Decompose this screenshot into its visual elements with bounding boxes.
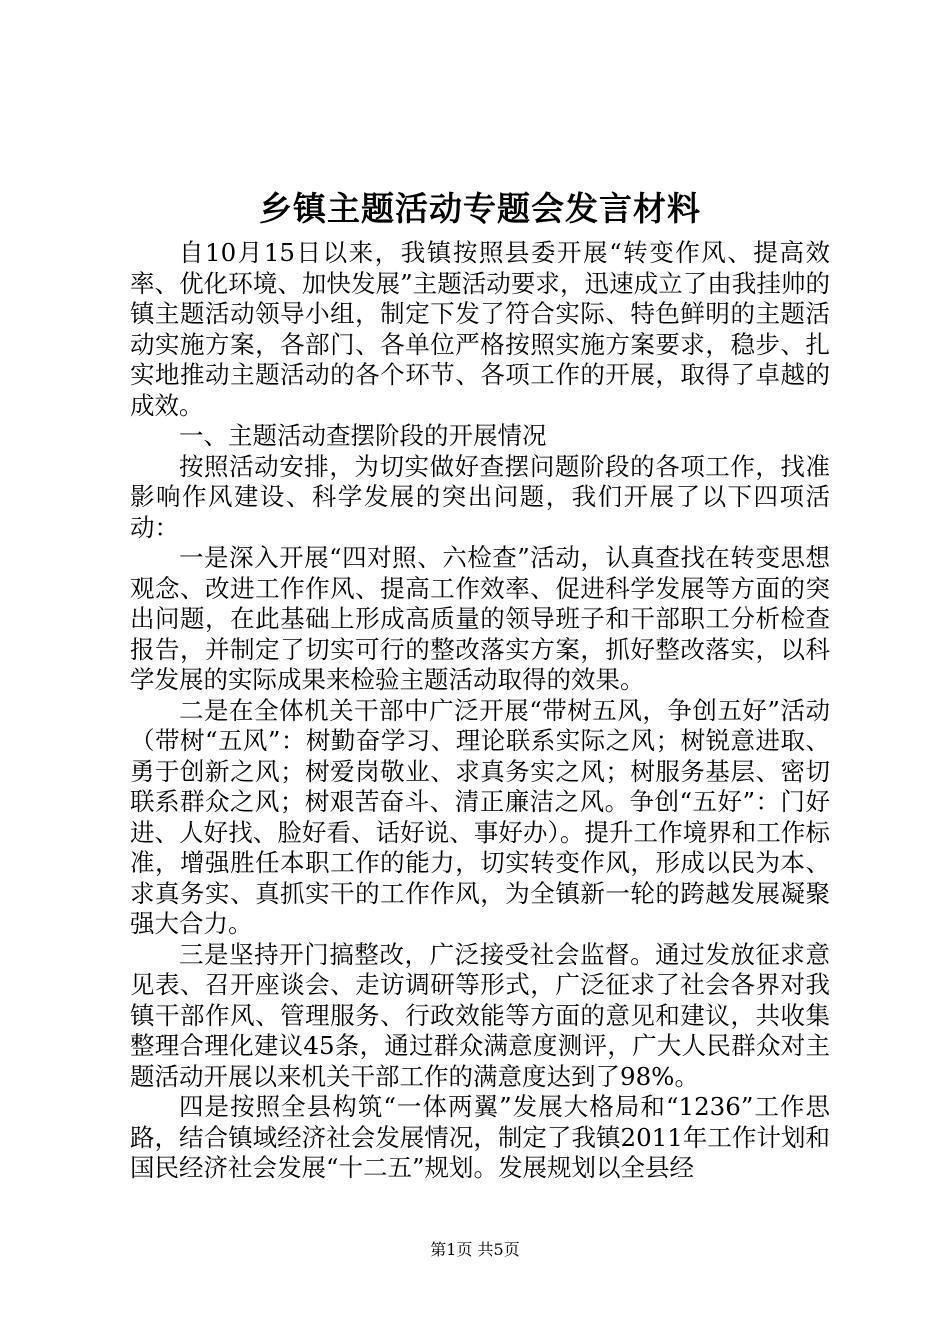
paragraph-activity-2: 二是在全体机关干部中广泛开展“带树五风，争创五好”活动（带树“五风”：树勤奋学习、理论联系实际之风；树锐意进取、勇于创新之风；树爱岗敬业、求真务实之风；树服务基层、密切联系群众之风；树艰苦奋斗、清正廉洁之风。争创“五好”：门好进、人好找、脸好看、话好说、事好办）。提升工作境界和工作标准，增强胜任本职工作的能力，切实转变作风，形成以民为本、求真务实、真抓实干的工作作风，为全镇新一轮的跨越发展凝聚强大合力。 xyxy=(130,695,830,938)
paragraph-activity-1: 一是深入开展“四对照、六检查”活动，认真查找在转变思想观念、改进工作作风、提高工作效率、促进科学发展等方面的突出问题，在此基础上形成高质量的领导班子和干部职工分析检查报告，并制定了切实可行的整改落实方案，抓好整改落实，以科学发展的实际成果来检验主题活动取得的效果。 xyxy=(130,543,830,694)
paragraph-activities-intro: 按照活动安排，为切实做好查摆问题阶段的各项工作，找准影响作风建设、科学发展的突出问题，我们开展了以下四项活动： xyxy=(130,451,830,542)
document-title: 乡镇主题活动专题会发言材料 xyxy=(259,189,701,228)
section-heading-1: 一、主题活动查摆阶段的开展情况 xyxy=(179,421,547,450)
paragraph-activity-3: 三是坚持开门搞整改，广泛接受社会监督。通过发放征求意见表、召开座谈会、走访调研等形式，广泛征求了社会各界对我镇干部作风、管理服务、行政效能等方面的意见和建议，共收集整理合理化建议45条，通过群众满意度测评，广大人民群众对主题活动开展以来机关干部工作的满意度达到了98%。 xyxy=(130,939,830,1091)
paragraph-intro: 自10月15日以来，我镇按照县委开展“转变作风、提高效率、优化环境、加快发展”主题活动要求，迅速成立了由我挂帅的镇主题活动领导小组，制定下发了符合实际、特色鲜明的主题活动实施方案，各部门、各单位严格按照实施方案要求，稳步、扎实地推动主题活动的各个环节、各项工作的开展，取得了卓越的成效。 xyxy=(130,238,830,420)
page-footer: 第1页 共5页 xyxy=(430,1240,520,1259)
document-page xyxy=(130,186,830,1184)
paragraph-activity-4: 四是按照全县构筑“一体两翼”发展大格局和“1236”工作思路，结合镇域经济社会发展情况，制定了我镇2011年工作计划和国民经济社会发展“十二五”规划。发展规划以全县经 xyxy=(130,1092,830,1182)
